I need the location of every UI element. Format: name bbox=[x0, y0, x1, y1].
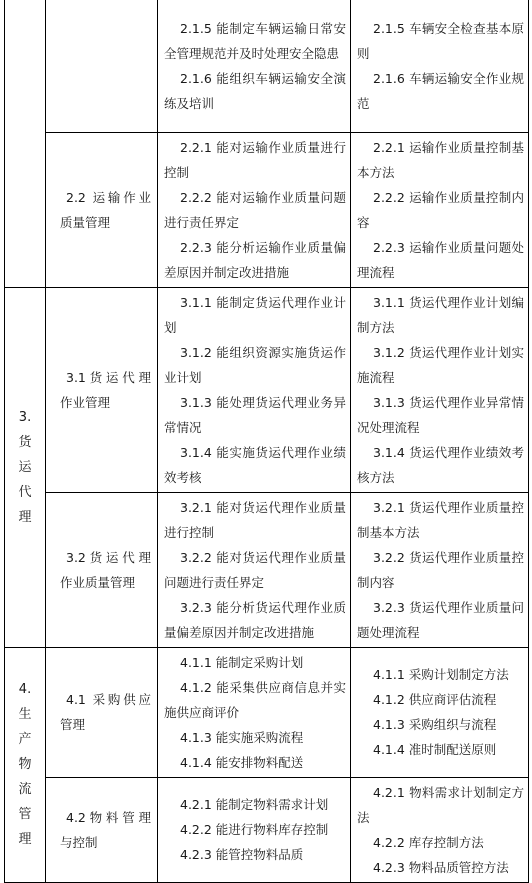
knowledge-item: 4.2.1 物料需求计划制定方法 bbox=[357, 784, 524, 825]
ability-item: 2.2.1 能对运输作业质量进行控制 bbox=[164, 139, 346, 180]
subcategory-cell bbox=[46, 287, 158, 492]
ability-item: 2.2.3 能分析运输作业质量偏差原因并制定改进措施 bbox=[164, 239, 346, 280]
knowledge-cell bbox=[351, 492, 529, 647]
subcategory-line: 3.1货运代理 bbox=[66, 369, 151, 385]
category-char: 理 bbox=[18, 832, 32, 847]
category-char: 流 bbox=[18, 782, 32, 797]
table-row bbox=[5, 777, 529, 882]
abilities-cell bbox=[158, 492, 351, 647]
subcategory-line: 作业质量管理 bbox=[60, 574, 136, 590]
knowledge-item: 2.1.6 车辆运输安全作业规范 bbox=[357, 70, 524, 111]
subcategory-cell bbox=[46, 647, 158, 777]
knowledge-item: 3.1.2 货运代理作业计划实施流程 bbox=[357, 344, 524, 385]
ability-item: 3.2.2 能对货运代理作业质量问题进行责任界定 bbox=[164, 549, 346, 590]
table-row bbox=[5, 647, 529, 777]
category-char: 理 bbox=[18, 509, 32, 525]
knowledge-cell bbox=[351, 777, 529, 882]
ability-item: 4.1.4 能安排物料配送 bbox=[180, 754, 304, 770]
knowledge-cell bbox=[351, 287, 529, 492]
table-row bbox=[5, 132, 529, 287]
subcategory-line: 管理 bbox=[60, 717, 86, 732]
category-char: 3. bbox=[18, 409, 32, 425]
table-row bbox=[5, 492, 529, 647]
knowledge-cell bbox=[351, 0, 529, 132]
ability-item: 3.2.1 能对货运代理作业质量进行控制 bbox=[164, 499, 346, 540]
knowledge-item: 4.1.2 供应商评估流程 bbox=[373, 692, 497, 707]
category-char: 生 bbox=[18, 707, 32, 722]
category-char: 物 bbox=[18, 757, 32, 772]
subcategory-line: 质量管理 bbox=[60, 214, 111, 230]
subcategory-line: 4.2物料管理 bbox=[66, 809, 151, 825]
knowledge-item: 3.2.3 货运代理作业质量问题处理流程 bbox=[357, 599, 524, 640]
abilities-cell bbox=[158, 287, 351, 492]
knowledge-item: 2.2.2 运输作业质量控制内容 bbox=[357, 189, 524, 230]
subcategory-cell bbox=[46, 132, 158, 287]
ability-item: 3.1.2 能组织资源实施货运作业计划 bbox=[164, 344, 346, 385]
subcategory-line: 3.2货运代理 bbox=[66, 549, 151, 565]
knowledge-cell bbox=[351, 132, 529, 287]
ability-item: 3.2.3 能分析货运代理作业质量偏差原因并制定改进措施 bbox=[164, 599, 346, 640]
ability-item: 3.1.3 能处理货运代理业务异常情况 bbox=[164, 394, 346, 435]
knowledge-item: 4.1.1 采购计划制定方法 bbox=[373, 667, 509, 682]
category-char: 运 bbox=[18, 459, 32, 475]
knowledge-item: 3.1.1 货运代理作业计划编制方法 bbox=[357, 294, 524, 335]
ability-item: 2.1.6 能组织车辆运输安全演练及培训 bbox=[164, 70, 346, 111]
ability-item: 2.2.2 能对运输作业质量问题进行责任界定 bbox=[164, 189, 346, 230]
table-row bbox=[5, 287, 529, 492]
subcategory-line: 作业管理 bbox=[60, 394, 111, 410]
subcategory-cell bbox=[46, 492, 158, 647]
subcategory-cell bbox=[46, 777, 158, 882]
subcategory-line: 4.1 采购供应 bbox=[66, 692, 151, 707]
table-row bbox=[5, 0, 529, 132]
ability-item: 4.1.3 能实施采购流程 bbox=[180, 729, 304, 745]
category-char: 产 bbox=[18, 732, 32, 747]
knowledge-item: 3.1.4 货运代理作业绩效考核方法 bbox=[357, 444, 524, 485]
subcategory-line: 与控制 bbox=[60, 834, 98, 850]
knowledge-item: 4.2.3 物料品质管控方法 bbox=[373, 859, 509, 875]
abilities-cell bbox=[158, 132, 351, 287]
category-char: 管 bbox=[18, 807, 32, 822]
knowledge-item: 3.2.2 货运代理作业质量控制内容 bbox=[357, 549, 524, 590]
ability-item: 4.1.2 能采集供应商信息并实施供应商评价 bbox=[164, 679, 346, 720]
ability-item: 4.2.3 能管控物料品质 bbox=[180, 847, 304, 862]
category-char: 货 bbox=[18, 434, 32, 450]
category-cell bbox=[5, 287, 46, 647]
ability-item: 3.1.1 能制定货运代理作业计划 bbox=[164, 294, 346, 335]
knowledge-cell bbox=[351, 647, 529, 777]
knowledge-item: 3.1.3 货运代理作业异常情况处理流程 bbox=[357, 394, 524, 435]
knowledge-item: 4.1.3 采购组织与流程 bbox=[373, 717, 497, 732]
knowledge-item: 2.2.3 运输作业质量问题处理流程 bbox=[357, 239, 524, 280]
subcategory-line: 2.2 运输作业 bbox=[66, 189, 151, 205]
subcategory-cell bbox=[46, 0, 158, 132]
ability-item: 4.2.1 能制定物料需求计划 bbox=[180, 797, 329, 812]
category-cell bbox=[5, 647, 46, 882]
knowledge-item: 4.1.4 准时制配送原则 bbox=[373, 742, 497, 757]
knowledge-item: 3.2.1 货运代理作业质量控制基本方法 bbox=[357, 499, 524, 540]
abilities-cell bbox=[158, 0, 351, 132]
abilities-cell bbox=[158, 777, 351, 882]
ability-item: 3.1.4 能实施货运代理作业绩效考核 bbox=[164, 444, 346, 485]
ability-item: 4.1.1 能制定采购计划 bbox=[180, 654, 304, 670]
knowledge-item: 2.2.1 运输作业质量控制基本方法 bbox=[357, 139, 524, 180]
category-char: 代 bbox=[18, 484, 32, 500]
ability-item: 2.1.5 能制定车辆运输日常安全管理规范并及时处理安全隐患 bbox=[164, 20, 346, 61]
category-cell bbox=[5, 0, 46, 287]
knowledge-item: 4.2.2 库存控制方法 bbox=[373, 834, 484, 850]
skills-table bbox=[4, 0, 529, 883]
knowledge-item: 2.1.5 车辆安全检查基本原则 bbox=[357, 20, 524, 61]
ability-item: 4.2.2 能进行物料库存控制 bbox=[180, 822, 329, 837]
abilities-cell bbox=[158, 647, 351, 777]
category-char: 4. bbox=[18, 682, 32, 697]
